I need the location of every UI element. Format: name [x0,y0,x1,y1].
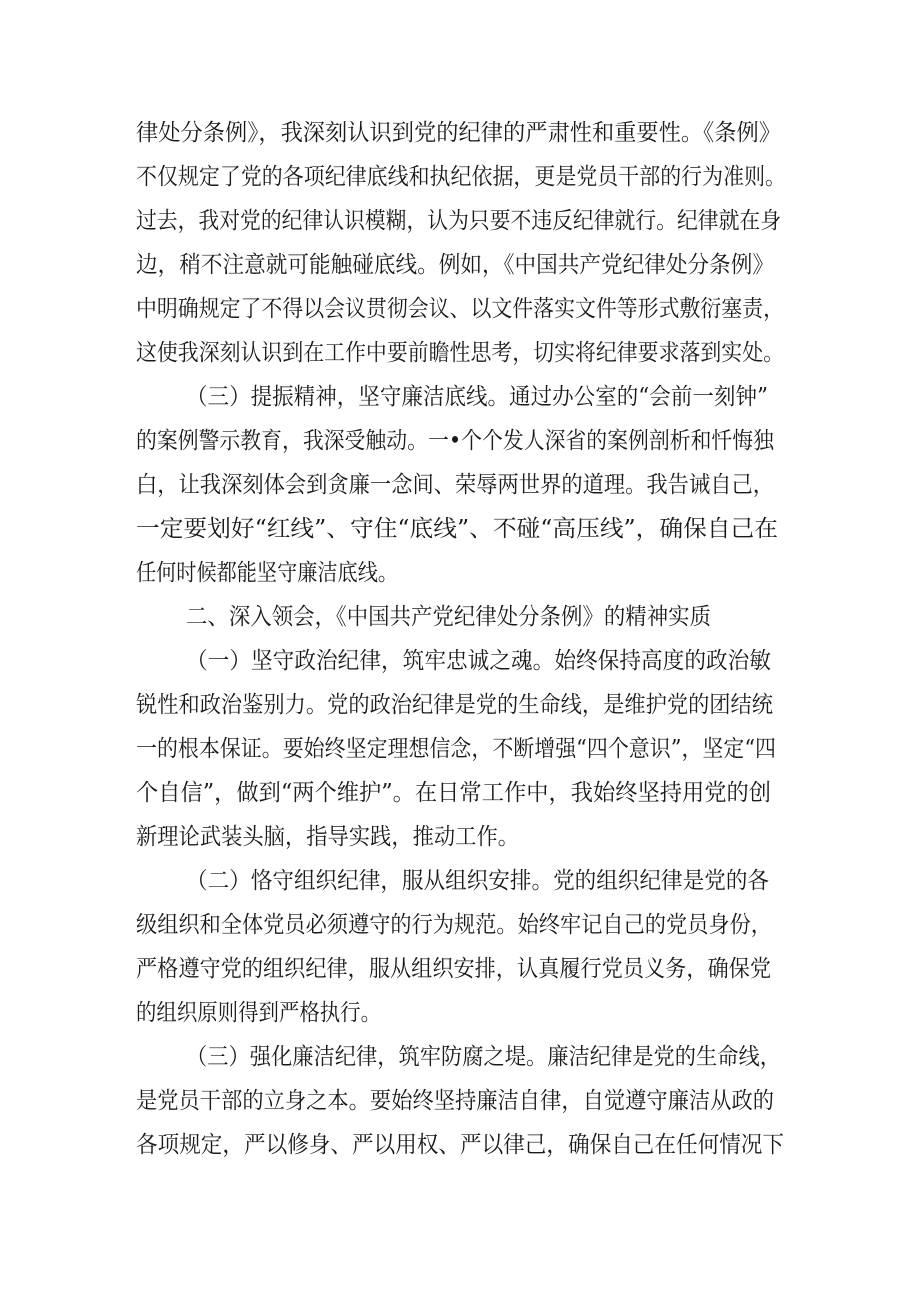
text-line: 个自信”，做到“两个维护”。在日常工作中，我始终坚持用党的创 [136,780,771,806]
text-line: 的组织原则得到严格执行。 [136,1000,381,1026]
text-line: 的案例警示教育，我深受触动。一•个个发人深省的案例剖析和忏悔独 [136,428,774,454]
text-line: 中明确规定了不得以会议贯彻会议、以文件落实文件等形式敷衍塞责， [136,296,784,322]
text-line: 是党员干部的立身之本。要始终坚持廉洁自律，自觉遵守廉洁从政的 [136,1088,774,1114]
text-line: 锐性和政治鉴别力。党的政治纪律是党的生命线，是维护党的团结统 [136,692,773,718]
text-line: （一）坚守政治纪律，筑牢忠诚之魂。始终保持高度的政治敏 [186,648,771,674]
text-line: 各项规定，严以修身、严以用权、严以律己，确保自己在任何情况下 [136,1132,784,1158]
text-line: 不仅规定了党的各项纪律底线和执纪依据，更是党员干部的行为准则。 [136,164,786,190]
section-heading: 二、深入领会，《中国共产党纪律处分条例》的精神实质 [186,604,711,630]
text-line: 严格遵守党的组织纪律，服从组织安排，认真履行党员义务，确保党 [136,956,771,982]
text-line: 律处分条例》，我深刻认识到党的纪律的严肃性和重要性。《条例》 [136,120,781,146]
text-line: 一定要划好“红线”、守住“底线”、不碰“高压线”，确保自己在 [136,516,778,542]
text-line: 任何时候都能坚守廉洁底线。 [136,560,398,586]
text-line: 这使我深刻认识到在工作中要前瞻性思考，切实将纪律要求落到实处。 [136,340,784,366]
text-line: 新理论武装头脑，指导实践，推动工作。 [136,824,519,850]
text-line: （二）恪守组织纪律，服从组织安排。党的组织纪律是党的各 [186,868,769,894]
text-line: （三）强化廉洁纪律，筑牢防腐之堤。廉洁纪律是党的生命线， [186,1044,781,1070]
text-line: 一的根本保证。要始终坚定理想信念，不断增强“四个意识”，坚定“四 [136,736,776,762]
text-line: 白，让我深刻体会到贪廉一念间、荣辱两世界的道理。我告诫自己， [136,472,774,498]
text-line: 过去，我对党的纪律认识模糊，认为只要不违反纪律就行。纪律就在身 [136,208,781,234]
text-line: （三）提振精神，坚守廉洁底线。通过办公室的“会前一刻钟” [186,384,768,410]
text-line: 边，稍不注意就可能触碰底线。例如，《中国共产党纪律处分条例》 [136,252,774,278]
text-line: 级组织和全体党员必须遵守的行为规范。始终牢记自己的党员身份， [136,912,772,938]
